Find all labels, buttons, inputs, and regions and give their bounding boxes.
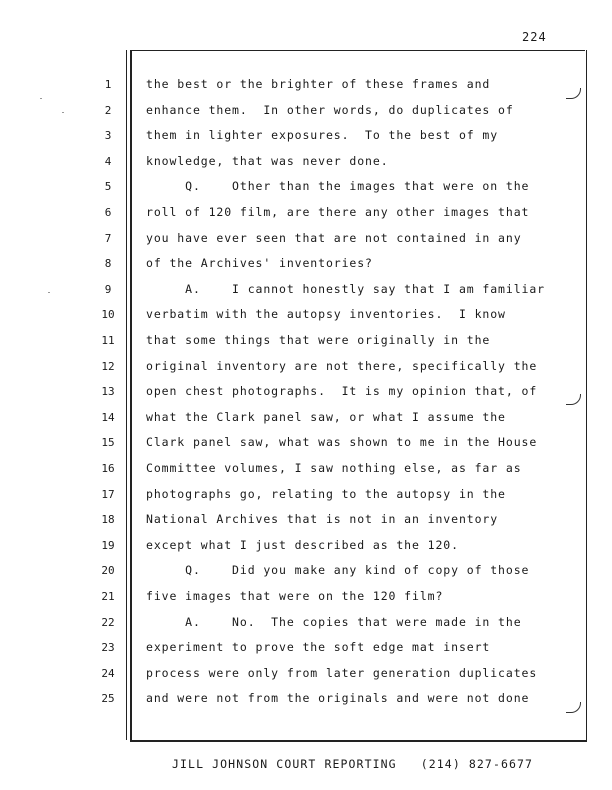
scan-speck xyxy=(62,112,64,113)
transcript-line: them in lighter exposures. To the best of my xyxy=(146,128,499,142)
transcript-line: and were not from the originals and were not done xyxy=(146,691,530,705)
line-number: 14 xyxy=(101,411,115,424)
transcript-line: original inventory are not there, specifically the xyxy=(146,359,538,373)
transcript-line: you have ever seen that are not contained in any xyxy=(146,231,522,245)
transcript-line: roll of 120 film, are there any other images that xyxy=(146,205,530,219)
line-number: 15 xyxy=(101,436,115,449)
transcript-line: except what I just described as the 120. xyxy=(146,538,459,552)
line-number: 5 xyxy=(104,180,112,193)
line-number: 23 xyxy=(101,641,115,654)
transcript-line: experiment to prove the soft edge mat insert xyxy=(146,640,491,654)
transcript-line: process were only from later generation duplicates xyxy=(146,666,538,680)
transcript-line: open chest photographs. It is my opinion that, of xyxy=(146,384,538,398)
transcript-line: the best or the brighter of these frames and xyxy=(146,77,491,91)
transcript-line: Q. Other than the images that were on the xyxy=(146,179,530,193)
inner-margin-rule xyxy=(126,50,127,740)
line-number: 18 xyxy=(101,513,115,526)
line-number: 21 xyxy=(101,590,115,603)
line-number: 7 xyxy=(104,232,112,245)
line-number: 13 xyxy=(101,385,115,398)
transcript-line: what the Clark panel saw, or what I assume the xyxy=(146,410,506,424)
transcript-line: of the Archives' inventories? xyxy=(146,256,373,270)
transcript-line: Q. Did you make any kind of copy of those xyxy=(146,563,530,577)
transcript-line: knowledge, that was never done. xyxy=(146,154,389,168)
line-number: 10 xyxy=(101,308,115,321)
transcript-line: that some things that were originally in the xyxy=(146,333,491,347)
transcript-line: enhance them. In other words, do duplicates of xyxy=(146,103,514,117)
line-number: 11 xyxy=(101,334,115,347)
line-number: 25 xyxy=(101,692,115,705)
transcript-line: National Archives that is not in an inventory xyxy=(146,512,499,526)
footer-court-reporter: JILL JOHNSON COURT REPORTING (214) 827-6677 xyxy=(172,757,534,771)
line-number: 2 xyxy=(104,104,112,117)
line-number: 20 xyxy=(101,564,115,577)
line-number: 12 xyxy=(101,360,115,373)
scan-speck xyxy=(40,98,42,99)
line-number: 3 xyxy=(104,129,112,142)
line-number: 17 xyxy=(101,488,115,501)
line-number: 19 xyxy=(101,539,115,552)
line-number: 24 xyxy=(101,667,115,680)
line-number: 9 xyxy=(104,283,112,296)
line-number: 4 xyxy=(104,155,112,168)
transcript-line: photographs go, relating to the autopsy in the xyxy=(146,487,506,501)
scan-speck xyxy=(48,292,50,293)
transcript-line: verbatim with the autopsy inventories. I know xyxy=(146,307,506,321)
transcript-line: Clark panel saw, what was shown to me in the House xyxy=(146,435,538,449)
line-number: 16 xyxy=(101,462,115,475)
frame-top-rule xyxy=(130,50,585,51)
transcript-line: Committee volumes, I saw nothing else, as far as xyxy=(146,461,522,475)
line-number: 1 xyxy=(104,78,112,91)
transcript-line: five images that were on the 120 film? xyxy=(146,589,444,603)
transcript-line: A. No. The copies that were made in the xyxy=(146,615,522,629)
page-number: 224 xyxy=(522,30,547,44)
transcript-line: A. I cannot honestly say that I am familiar xyxy=(146,282,546,296)
line-number: 6 xyxy=(104,206,112,219)
line-number: 22 xyxy=(101,616,115,629)
line-number: 8 xyxy=(104,257,112,270)
